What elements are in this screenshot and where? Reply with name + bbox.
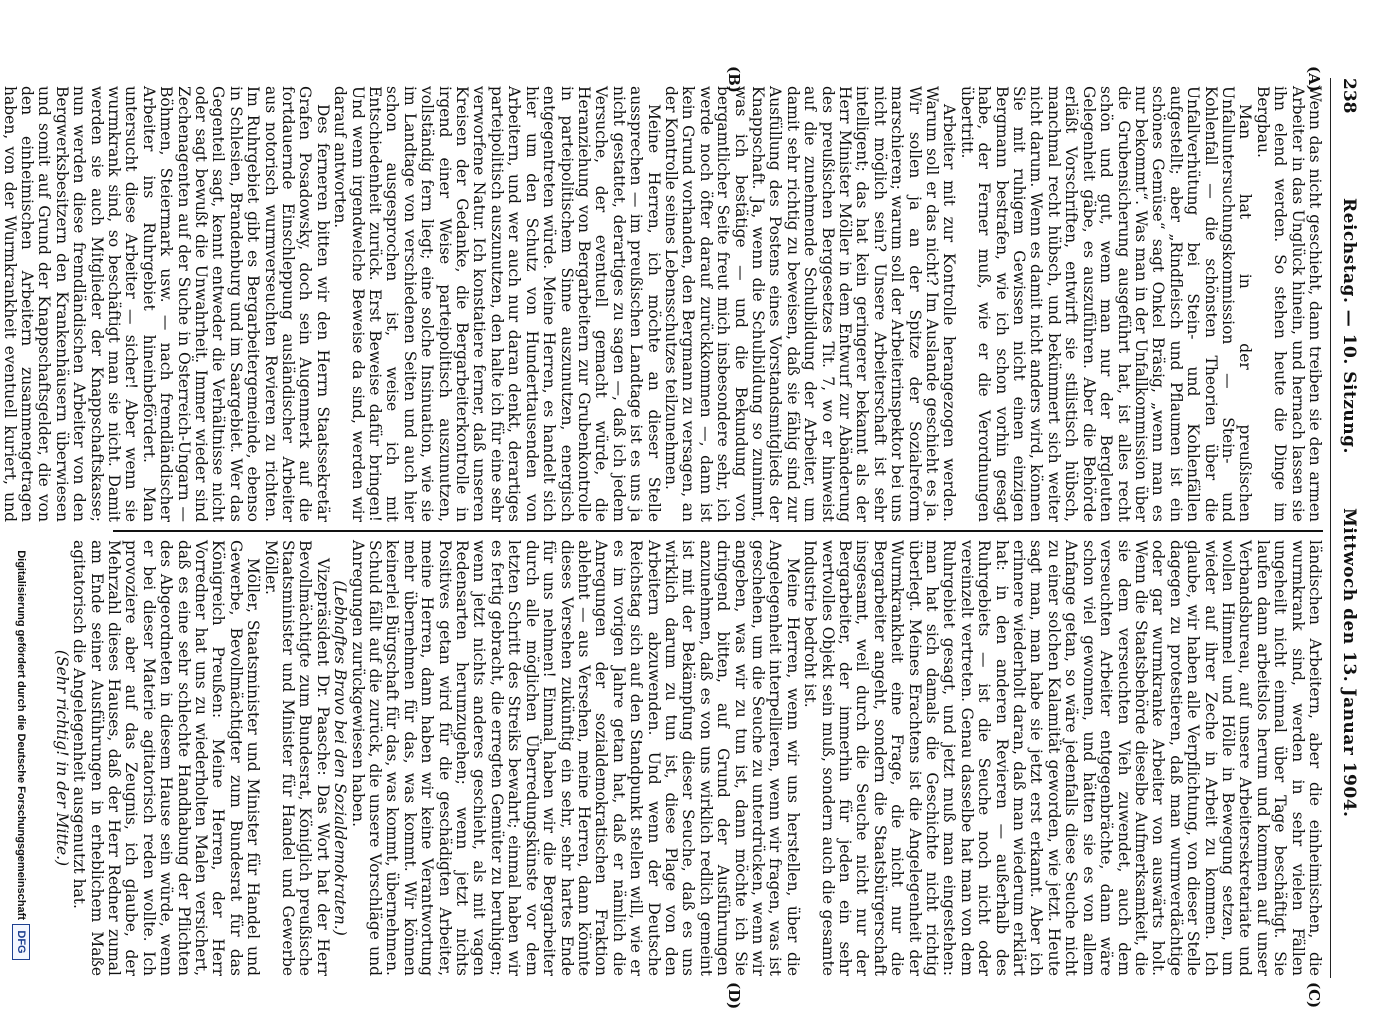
margin-marker-b: (B) — [725, 66, 743, 93]
right-column — [52, 540, 1324, 976]
right-paragraph: Meine Herren, wenn wir uns herstellen, über die Angelegenheit interpellieren, wenn wir fragen, was ist geschehen, um die Seuche zu unterdrücken, wenn wir angeben, was wir zu tun ist, dann möchte ich Sie dringend bitten, auf Grund der Ausführungen anzunehmen, daß es von uns wirklich redlich gemeint ist mit der Bekämpfung dieser Seuche, daß es uns wirklich darum zu tun ist, diese Plage von den Arbeitern abzuwenden. Und wenn der Deutsche Reichstag sich auf den Standpunkt stellen will, wie er es im vorigen Jahre getan hat, daß er nämlich die Anregungen der sozialdemokratischen Fraktion ablehnt — aus Versehen, meine Herren, dann könnte dieses Versehen zukünftig ein sehr, sehr hartes Ende für uns nehmen! Einmal haben wir die Bergarbeiter durch alle möglichen Überredungskünste vor dem letzten Schritt des Streiks bewahrt; einmal haben wir es fertig gebracht, die erregten Gemüter zu beruhigen; wenn jetzt nichts anderes geschieht, als mit vagen Redensarten herumzugehen; wenn jetzt nichts Positives getan wird für die geschädigten Arbeiter, meine Herren, dann haben wir keine Verantwortung mehr übernehmen für das, was kommt. Wir können keinerlei Bürgschaft für das, was kommt, übernehmen. Schuld fällt auf die zurück, die unsere Vorschläge und Anregungen zurückgewiesen haben. — [348, 540, 802, 976]
page-number: 238 — [1339, 78, 1359, 114]
speech-moeller: Möller, Staatsminister und Minister für Handel und Gewerbe, Bevollmächtigter zum Bundesrat für das Königreich Preußen: Meine Herren, der Herr Vorredner hat uns zu wiederholten Malen versichert, daß es eine sehr schlechte Handhabung der Pflichten des Abgeordneten in diesem Hause sein würde, wenn er bei dieser Materie agitatorisch reden wollte. Ich provoziere aber auf das Zeugnis, ich glaube, der Mehrzahl dieses Hauses, daß der Herr Redner zumal am Ende seiner Ausführungen in erheblichem Maße agitatorisch die Angelegenheit ausgenutzt hat. — [70, 540, 263, 976]
speaker-intro: Vizepräsident Dr. Paasche: Das Wort hat der Herr Bevollmächtigte zum Bundesrat, Königlich preußische Staatsminister und Minister für Handel und Gewerbe Möller. — [261, 540, 332, 976]
left-paragraph: Meine Herren, ich möchte an dieser Stelle aussprechen — im preußischen Landtage ist es uns ja nicht gestattet, derartiges zu sagen —, daß ich jedem Versuche, der eventuell gemacht würde, die Heranziehung von Bergarbeitern zur Grubenkontrolle in parteipolitischem Sinne auszunutzen, energisch entgegentreten würde. Meine Herren, es handelt sich hier um den Schutz von Hunderttausenden von Arbeitern, und wer auch nur daran denkt, derartiges parteipolitisch auszunutzen, den halte ich für eine sehr verworfene Natur. Ich konstatiere ferner, daß unseren Kreisen der Gedanke, die Bergarbeiterkontrolle in irgend einer Weise parteipolitisch auszunutzen, vollständig fern liegt; eine solche Insinuation, wie sie im Landtage von verschiedenen Seiten und auch hier schon ausgesprochen ist, weise ich mit Entschiedenheit zurück. Erst Beweise dafür bringen! Und wenn irgendwelche Beweise da sind, werden wir darauf antworten. — [331, 86, 663, 522]
digitization-footer — [8, 40, 30, 960]
footer-text: Digitalisierung gefördert durch die Deutsche Forschungsgemeinschaft — [15, 550, 27, 920]
margin-marker-a: (A) — [1305, 66, 1323, 92]
page-header — [1333, 78, 1359, 978]
session-title: Reichstag. — 10. Sitzung. — [1339, 198, 1359, 454]
applause-note: (Lebhaftes Bravo bei den Sozialdemokraten.) — [331, 580, 350, 936]
left-paragraph: Arbeiter mit zur Kontrolle herangezogen werden. Warum soll er das nicht? Im Auslande geschieht es ja. Wir sollen ja an der Spitze der Sozialreform marschieren; warum soll der Arbeiterinspektor bei uns nicht möglich sein? Unsere Arbeiterschaft ist sehr intelligent; das hat kein geringerer bekannt als der Herr Minister Möller in dem Entwurf zur Abänderung des preußischen Berggesetzes Tit. 7, wo er hinweist auf die zunehmende Schulbildung der Arbeiter, um damit sehr richtig zu beweisen, daß sie fähig sind zur Ausfüllung des Postens eines Vorstandsmitglieds der Knappschaft. Ja, wenn die Schulbildung so zunimmt, was ich bestätige — und die Bekundung von bergamtlicher Seite freut mich insbesondere sehr, ich werde noch öfter darauf zurückkommen —, dann ist kein Grund vorhanden, den Bergmann zu versagen, an der Kontrolle seines Lebensschutzes teilzunehmen. — [661, 86, 959, 522]
margin-marker-c: (C) — [1305, 982, 1323, 1009]
header-rule — [1330, 78, 1331, 978]
left-column — [0, 86, 1324, 522]
margin-marker-d: (D) — [725, 982, 743, 1009]
left-paragraph: Des ferneren bitten wir den Herrn Staatssekretär Grafen Posadowsky, doch sein Augenmerk auf die fortdauernde Einschleppung ausländischer Arbeiter aus notorisch wurmverseuchten Revieren zu richten. Im Ruhrgebiet gibt es Bergarbeitergemeinde, ebenso in Schlesien, Brandenburg und im Saargebiet. Wer das Gegenteil sagt, kennt entweder die Verhältnisse nicht oder sagt bewußt die Unwahrheit. Immer wieder sind Zechenagenten auf der Suche in Österreich-Ungarn — Böhmen, Steiermark usw. — nach fremdländischer Arbeiter ins Ruhrgebiet hineinbefördert. Man untersucht diese Arbeiter — sicher! Aber wenn sie wurmkrank sind, so beschäftigt man sie nicht. Damit werden sie auch Mitglieder der Knappschaftskasse; nun werden diese fremdländischen Arbeiter von den Bergwerksbesitzern den Krankenhäusern überwiesen und somit auf Grund der Knappschaftsgelder, die von den einheimischen Arbeitern zusammengetragen haben, von der Wurmkrankheit eventuell kuriert, und — [0, 86, 332, 522]
dfg-logo: DFG — [12, 924, 30, 960]
session-date: Mittwoch den 13. Januar 1904. — [1339, 508, 1359, 818]
column-divider — [113, 530, 1323, 532]
left-paragraph: Wenn das nicht geschieht, dann treiben sie den armen Arbeiter in das Unglück hinein, und hernach lassen sie ihn elend werden. So stehen heute die Dinge im Bergbau. — [1253, 86, 1324, 522]
right-paragraph: ländischen Arbeitern, aber die einheimischen, die wurmkrank sind, werden in sehr vielen Fällen ungeheilt nicht einmal über Tage beschäftigt. Sie laufen dann arbeitslos herum und kommen auf unser Verbandsbureau, auf unsere Arbeitersekretariate und wollen Himmel und Hölle in Bewegung setzen, um wieder auf ihrer Zeche in Arbeit zu kommen. Ich glaube, wir haben alle Verpflichtung, von dieser Stelle dagegen zu protestieren, daß man wurmverdächtige oder gar wurmkranke Arbeiter von auswärts holt. Wenn die Staatsbehörde dieselbe Aufmerksamkeit, die sie dem verseuchten Vieh zuwendet, auch dem verseuchten Arbeiter entgegenbrächte, dann wäre schon viel gewonnen, und hätten sie es von allem Anfange getan, so wäre jedenfalls diese Seuche nicht zu einer solchen Kalamität geworden, wie jetzt. Heute sagt man, man habe sie jetzt erst erkannt. Aber ich erinnere wiederholt daran, daß man wiederum erklärt hat: in den anderen Revieren — außerhalb des Ruhrgebiets — ist die Seuche noch nicht oder vereinzelt vertreten. Genau dasselbe hat man von dem Ruhrgebiet gesagt, und jetzt muß man eingestehen: man hat sich damals die Geschichte nicht richtig überlegt. Meines Erachtens ist die Angelegenheit der Wurmkrankheit eine Frage, die nicht nur die Bergarbeiter angeht, sondern die Staatsbürgerschaft insgesamt, weil durch die Seuche nicht nur der Bergarbeiter, der immerhin für jeden ein sehr wertvolles Objekt sein muß, sondern auch die gesamte Industrie bedroht ist. — [801, 540, 1324, 976]
left-paragraph: Man hat in der preußischen Unfalluntersuchungskommission — Stein- und Kohlenfall — die schönsten Theorien über die Unfallverhütung bei Stein- und Kohlenfällen aufgestellt; aber „Rindfleisch und Pflaumen ist ein schönes Gemüse“ sagt Onkel Bräsig, „wenn man es nur bekommt“. Was man in der Unfallkommission über die Grubensicherung ausgeführt hat, ist alles recht schön und gut, wenn man nur der Bergleuten Gelegenheit gäbe, es auszuführen. Aber die Behörde erläßt Vorschriften, entwirft sie stilistisch hübsch, manchmal recht hübsch, und bekümmert sich weiter nicht darum. Wenn es damit nicht anders wird, können Sie mit ruhigem Gewissen nicht einen einzigen Bergmann bestrafen, wie ich schon vorhin gesagt habe, der Ferner muß, wie er die Verordnungen übertritt. — [957, 86, 1255, 522]
applause-note: (Sehr richtig! in der Mitte.) — [52, 649, 71, 867]
